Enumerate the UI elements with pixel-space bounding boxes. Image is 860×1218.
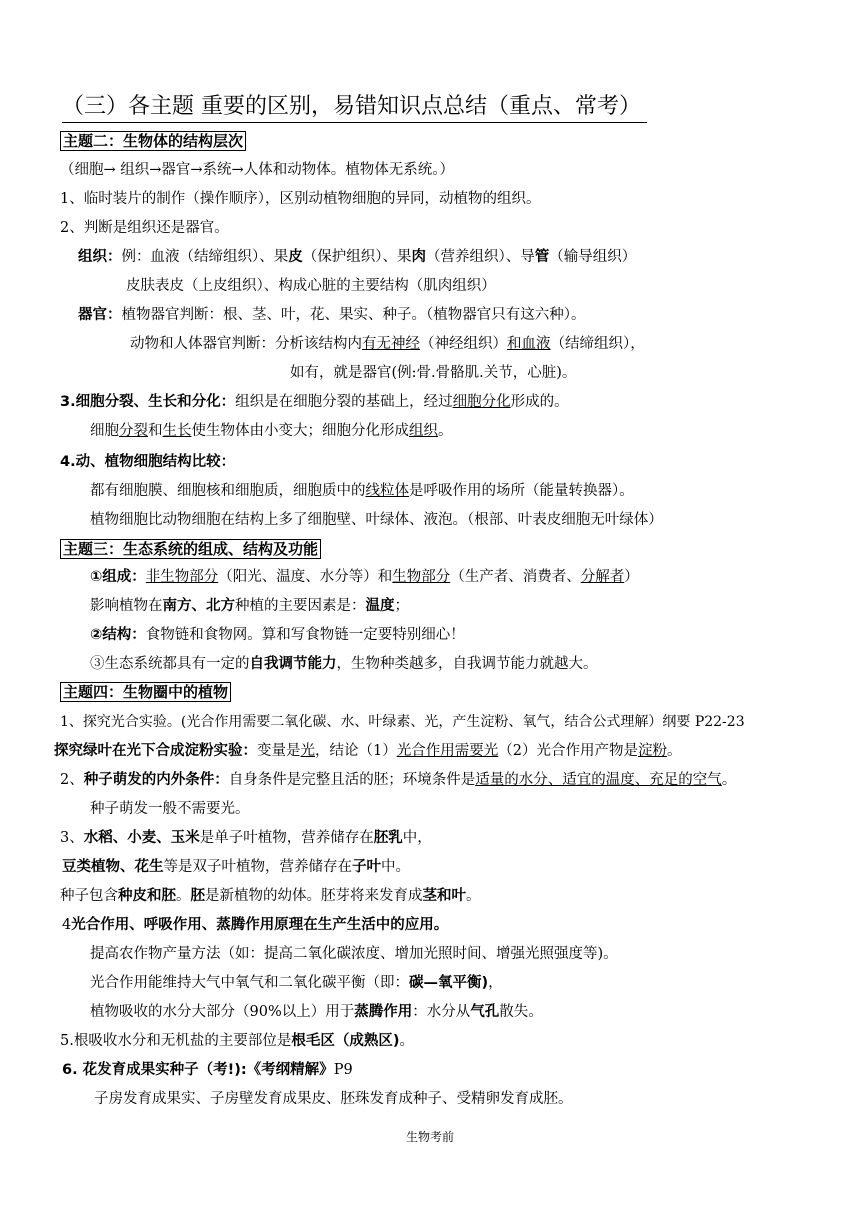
text: （输导组织） [549,249,637,265]
topic2-line9 [60,392,569,412]
bold: 管 [534,249,550,265]
text: P9 [333,1062,353,1078]
text: 是单子叶植物，营养储存在 [199,830,374,846]
topic3-heading-wrap [60,538,321,560]
organ-label: 器官： [78,307,122,323]
text: ， [488,975,503,991]
page-footer: 生物考前 [405,1130,454,1144]
topic2-heading: 主题二：生物体的结构层次 [60,131,246,151]
topic4-line11 [90,1002,543,1022]
topic2-line1: （细胞→ 组织→器官→系统→人体和动物体。植物体无系统。） [60,162,454,178]
text: （生产者、消费者、 [450,569,581,585]
underline: 线粒体 [365,483,409,499]
text: 。 [176,888,191,904]
underline: 适量的水分、适宜的温度、充足的空气 [475,772,722,788]
text: 。 [399,1033,414,1049]
bold: 6. 花发育成果实种子（考!):《考纲精解》 [62,1062,334,1078]
topic2-line2: 1、临时装片的制作（操作顺序），区别动植物细胞的异同，动植物的组织。 [60,191,541,207]
text: ，结论（1） [315,743,397,759]
bold: 肉 [411,249,426,265]
underline: 分裂 [119,423,148,439]
text: 。 [438,423,453,439]
text: 是新植物的幼体。胚芽将来发育成 [205,888,423,904]
bold: 光合作用、呼吸作用、蒸腾作用原理在生产生活中的应用。 [71,917,449,933]
bold: 种皮和胚 [118,888,176,904]
bold: 子叶 [352,859,381,875]
text: ； [394,598,409,614]
tissue-label: 组织： [78,249,122,265]
underline: 分解者 [580,569,625,585]
text: ：水分从 [412,1004,471,1020]
topic4-line3 [60,770,736,790]
topic2-heading-wrap [60,130,246,152]
underline: 光 [300,743,315,759]
bold: 胚 [190,888,205,904]
underline: 组织 [409,423,438,439]
topic4-line4: 种子萌发一般不需要光。 [90,801,250,817]
topic2-line5: 皮肤表皮（上皮组织）、构成心脏的主要结构（肌肉组织） [126,278,496,294]
topic4-line12 [60,1031,414,1051]
bold: 气孔 [470,1004,500,1020]
text: 等是双子叶植物，营养储存在 [163,859,352,875]
topic4-line8 [62,915,448,935]
text: 种子包含 [60,888,118,904]
text: 动物和人体器官判断：分析该结构内 [130,336,362,352]
topic2-line13: 植物细胞比动物细胞在结构上多了细胞壁、叶绿体、液泡。（根部、叶表皮细胞无叶绿体） [90,512,663,528]
text: 例：血液（结缔组织）、果 [121,249,289,265]
text: （结缔组织）， [550,336,645,352]
topic2-line10 [90,421,453,441]
text: （营养组织）、导 [426,249,535,265]
text: 散失。 [499,1004,543,1020]
text: 3、 [60,830,84,846]
text: 5.根吸收水分和无机盐的主要部位是 [60,1033,292,1049]
bold: 蒸腾作用 [354,1004,413,1020]
text: 形成的。 [510,394,569,410]
text: 组织是在细胞分裂的基础上，经过 [235,394,453,410]
text: ③生态系统都具有一定的 [90,656,250,672]
text: 植物器官判断：根、茎、叶，花、果实、种子。（植物器官只有这六种）。 [121,307,586,323]
topic4-heading: 主题四：生物圈中的植物 [60,682,231,702]
text: 细胞 [90,423,119,439]
text: 是呼吸作用的场所（能量转换器）。 [409,483,634,499]
topic2-line12 [90,481,634,501]
topic2-line8: 如有，就是器官(例:骨.骨骼肌.关节，心脏)。 [290,365,577,381]
bold: 胚乳 [373,830,403,846]
bold: 探究绿叶在光下合成淀粉实验： [54,743,257,759]
bold: 3.细胞分裂、生长和分化： [60,394,236,410]
topic2-tissue-line [78,247,636,267]
topic2-line3: 2、判断是组织还是器官。 [60,220,229,236]
bold: 种子萌发的内外条件： [83,772,229,788]
topic4-line1: 1、探究光合实验。(光合作用需要二氧化碳、水、叶绿素、光，产生淀粉、氧气，结合公式理解）纲要 P22-23 [60,714,745,730]
page-title: （三）各主题 重要的区别，易错知识点总结（重点、常考） [62,92,647,123]
bold: 茎和叶 [422,888,466,904]
text: ，生物种类越多，自我调节能力就越大。 [336,656,598,672]
text: 中， [402,830,432,846]
text: 。 [666,743,682,759]
text: （2）光合作用产物是 [498,743,638,759]
bold: 南方、北方 [162,598,235,614]
topic3-line3 [90,625,465,645]
bold: 碳—氧平衡) [409,975,489,991]
topic3-heading: 主题三：生态系统的组成、结构及功能 [60,539,321,559]
text: （保护组织）、果 [302,249,412,265]
text: 植物吸收的水分大部分（90%以上）用于 [90,1004,355,1020]
topic3-line4 [90,654,598,674]
text: 和 [148,423,163,439]
text: ） [624,569,639,585]
topic2-organ-line [78,305,586,325]
text: 影响植物在 [90,598,163,614]
text: 。 [721,772,737,788]
underline: 光合作用需要光 [396,743,499,759]
underline: 有无神经 [362,336,420,352]
topic2-line7 [130,334,645,354]
topic4-line2 [54,741,681,761]
text: （阳光、温度、水分等）和 [218,569,393,585]
text: 2、 [60,772,84,788]
underline: 非生物部分 [145,569,219,585]
text: 种植的主要因素是： [235,598,366,614]
topic4-heading-wrap [60,681,231,703]
topic4-line10 [90,973,503,993]
underline: 细胞分化 [452,394,511,410]
topic4-line6 [62,857,410,877]
topic4-line9: 提高农作物产量方法（如：提高二氧化碳浓度、增加光照时间、增强光照强度等)。 [90,946,618,962]
text: 变量是 [257,743,301,759]
underline: 生物部分 [392,569,451,585]
bold: 水稻、小麦、玉米 [83,830,200,846]
bold: 豆类植物、花生 [62,859,164,875]
topic4-line5 [60,828,432,848]
text: 食物链和食物网。算和写食物链一定要特别细心！ [145,627,465,643]
text: 。 [466,888,481,904]
bold: 温度 [365,598,395,614]
text: 中。 [381,859,410,875]
bold: ②结构： [90,627,146,643]
underline: 生长 [162,423,192,439]
underline: 淀粉 [637,743,667,759]
topic3-line1 [90,567,639,587]
text: 使生物体由小变大；细胞分化形成 [191,423,409,439]
bold: ①组成： [90,569,146,585]
bold: 根毛区（成熟区) [291,1033,400,1049]
topic4-line13 [62,1060,353,1080]
underline: 和血液 [507,336,551,352]
topic3-line2 [90,596,409,616]
bold: 自我调节能力 [249,656,337,672]
text: （神经组织） [420,336,507,352]
text: 光合作用能维持大气中氧气和二氧化碳平衡（即： [90,975,409,991]
bold: 皮 [288,249,303,265]
text: 都有细胞膜、细胞核和细胞质，细胞质中的 [90,483,366,499]
topic4-line7 [60,886,481,906]
topic4-line14: 子房发育成果实、子房壁发育成果皮、胚珠发育成种子、受精卵发育成胚。 [94,1091,573,1107]
topic2-line11: 4.动、植物细胞结构比较： [60,454,236,470]
text: 自身条件是完整且活的胚；环境条件是 [228,772,476,788]
text: 4 [62,917,72,933]
